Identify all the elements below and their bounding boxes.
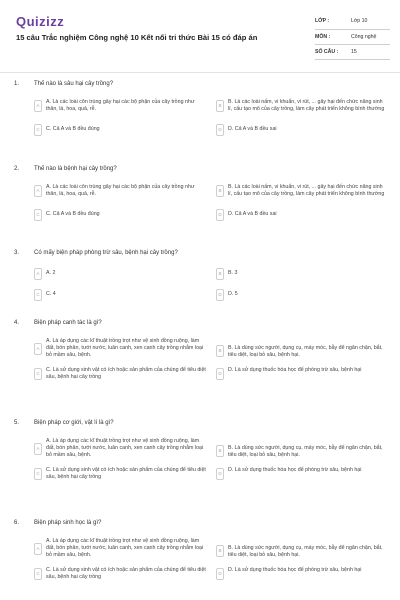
option-c-checkbox[interactable]: C xyxy=(34,368,42,380)
option-a[interactable] xyxy=(34,99,206,113)
option-c-text: C. Là sử dụng sinh vật có ích hoặc sản phẩm của chúng để tiêu diệt sâu, bệnh hại cây trồng xyxy=(46,567,206,580)
option-a-checkbox[interactable]: A xyxy=(34,543,42,555)
option-b[interactable] xyxy=(216,538,388,559)
option-d[interactable] xyxy=(216,467,388,481)
option-d-text: D. Là sử dụng thuốc hóa học để phòng trừ sâu, bệnh hại xyxy=(228,367,362,373)
option-b-text: B. Là dùng sức người, dụng cụ, máy móc, bẫy để ngăn chặn, bắt, tiêu diệt, loại bỏ sâu, bệnh hại. xyxy=(228,345,383,358)
meta-row-subject xyxy=(315,29,390,44)
document-title: 15 câu Trắc nghiệm Công nghệ 10 Kết nối tri thức Bài 15 có đáp án xyxy=(16,33,258,42)
option-c-checkbox[interactable]: C xyxy=(34,568,42,580)
option-d-text: D. Là sử dụng thuốc hóa học để phòng trừ sâu, bệnh hại xyxy=(228,567,362,573)
option-c[interactable] xyxy=(34,208,206,221)
question-text: Thế nào là sâu hại cây trồng? xyxy=(34,81,114,87)
question-number: 3. xyxy=(14,250,20,256)
option-c-checkbox[interactable]: C xyxy=(34,209,42,221)
option-a-text: A. 2 xyxy=(46,270,56,276)
question-number: 5. xyxy=(14,420,20,426)
option-a-text: A. Là các loài côn trùng gây hại các bộ phận của cây trồng như thân, lá, hoa, quả, rễ. xyxy=(46,99,195,112)
subject-value: Công nghệ xyxy=(345,29,390,44)
meta-table xyxy=(315,14,390,60)
option-c[interactable] xyxy=(34,467,206,481)
option-b[interactable] xyxy=(216,99,388,113)
option-a[interactable] xyxy=(34,184,206,198)
option-a-text: A. Là áp dụng các kĩ thuật trồng trọt như vệ sinh đồng ruộng, làm đất, bón phân, tưới nước, luân canh, xen canh cây trồng nhằm loại bỏ mầm sâu, bệnh. xyxy=(46,438,204,458)
question-5 xyxy=(14,420,388,485)
option-d-text: D. Cả A và B đều sai xyxy=(228,211,277,217)
option-d-checkbox[interactable]: D xyxy=(216,289,224,301)
question-text: Biện pháp sinh học là gì? xyxy=(34,520,102,526)
option-b-checkbox[interactable]: B xyxy=(216,185,224,197)
option-a[interactable] xyxy=(34,438,206,459)
option-b-text: B. 3 xyxy=(228,270,238,276)
option-b[interactable] xyxy=(216,184,388,198)
question-number: 4. xyxy=(14,320,20,326)
option-c-text: C. Cả A và B đều đúng xyxy=(46,211,100,217)
option-d-checkbox[interactable]: D xyxy=(216,209,224,221)
option-c-checkbox[interactable]: C xyxy=(34,468,42,480)
option-b[interactable] xyxy=(216,438,388,459)
document-header xyxy=(0,0,400,72)
option-b[interactable] xyxy=(216,267,388,280)
option-a-checkbox[interactable]: A xyxy=(34,343,42,355)
option-b-text: B. Là dùng sức người, dụng cụ, máy móc, bẫy để ngăn chặn, bắt, tiêu diệt, loại bỏ sâu, bệnh hại. xyxy=(228,545,383,558)
option-a-checkbox[interactable]: A xyxy=(34,100,42,112)
question-number: 2. xyxy=(14,166,20,172)
option-d[interactable] xyxy=(216,123,388,136)
option-d[interactable] xyxy=(216,567,388,581)
option-a-checkbox[interactable]: A xyxy=(34,185,42,197)
option-c-checkbox[interactable]: C xyxy=(34,289,42,301)
question-number: 1. xyxy=(14,81,20,87)
question-text: Biện pháp cơ giới, vật lí là gì? xyxy=(34,420,114,426)
option-a-text: A. Là áp dụng các kĩ thuật trồng trọt như vệ sinh đồng ruộng, làm đất, bón phân, tưới nước, luân canh, xen canh cây trồng nhằm loại bỏ mầm sâu, bệnh. xyxy=(46,338,204,358)
option-d-checkbox[interactable]: D xyxy=(216,468,224,480)
meta-row-count xyxy=(315,44,390,59)
class-value: Lớp 10 xyxy=(345,14,390,29)
option-d-text: D. 5 xyxy=(228,291,238,297)
question-text: Biện pháp canh tác là gì? xyxy=(34,320,102,326)
option-d-checkbox[interactable]: D xyxy=(216,124,224,136)
option-b-text: B. Là các loài nấm, vi khuẩn, vi rút, ... gây hại đến chức năng sinh lí, cấu tạo mô của cây trồng, làm cây phát triển không bình thường xyxy=(228,184,385,197)
question-6 xyxy=(14,520,388,585)
header-divider xyxy=(0,72,400,73)
question-4 xyxy=(14,320,388,385)
option-b-text: B. Là các loài nấm, vi khuẩn, vi rút, ... gây hại đến chức năng sinh lí, cấu tạo mô của cây trồng, làm cây phát triển không bình thường xyxy=(228,99,385,112)
option-d[interactable] xyxy=(216,288,388,301)
option-c[interactable] xyxy=(34,567,206,581)
option-c[interactable] xyxy=(34,288,206,301)
option-b-checkbox[interactable]: B xyxy=(216,268,224,280)
count-value: 15 xyxy=(345,44,390,59)
class-label: LỚP : xyxy=(315,14,345,29)
question-3 xyxy=(14,250,388,305)
option-a-text: A. Là áp dụng các kĩ thuật trồng trọt như vệ sinh đồng ruộng, làm đất, bón phân, tưới nước, luân canh, xen canh cây trồng nhằm loại bỏ mầm sâu, bệnh. xyxy=(46,538,204,558)
meta-row-class xyxy=(315,14,390,29)
question-text: Thế nào là bệnh hại cây trồng? xyxy=(34,166,117,172)
option-b-text: B. Là dùng sức người, dụng cụ, máy móc, bẫy để ngăn chặn, bắt, tiêu diệt, loại bỏ sâu, bệnh hại. xyxy=(228,445,383,458)
count-label: SỐ CÂU : xyxy=(315,44,345,59)
option-a-checkbox[interactable]: A xyxy=(34,268,42,280)
option-d-checkbox[interactable]: D xyxy=(216,368,224,380)
option-d-text: D. Là sử dụng thuốc hóa học để phòng trừ sâu, bệnh hại xyxy=(228,467,362,473)
option-c-text: C. Là sử dụng sinh vật có ích hoặc sản phẩm của chúng để tiêu diệt sâu, bệnh hại cây trồng xyxy=(46,467,206,480)
option-d-text: D. Cả A và B đều sai xyxy=(228,126,277,132)
question-number: 6. xyxy=(14,520,20,526)
question-text: Có mấy biện pháp phòng trừ sâu, bệnh hại cây trồng? xyxy=(34,250,178,256)
option-a[interactable] xyxy=(34,538,206,559)
option-b-checkbox[interactable]: B xyxy=(216,100,224,112)
quizizz-logo: Quizizz xyxy=(16,14,65,29)
subject-label: MÔN : xyxy=(315,29,345,44)
option-d-checkbox[interactable]: D xyxy=(216,568,224,580)
option-c-checkbox[interactable]: C xyxy=(34,124,42,136)
option-a-checkbox[interactable]: A xyxy=(34,443,42,455)
option-d[interactable] xyxy=(216,208,388,221)
option-b-checkbox[interactable]: B xyxy=(216,345,224,357)
option-d[interactable] xyxy=(216,367,388,381)
option-b[interactable] xyxy=(216,338,388,359)
option-c-text: C. Là sử dụng sinh vật có ích hoặc sản phẩm của chúng để tiêu diệt sâu, bệnh hại cây trồng xyxy=(46,367,206,380)
option-b-checkbox[interactable]: B xyxy=(216,545,224,557)
option-c[interactable] xyxy=(34,123,206,136)
option-b-checkbox[interactable]: B xyxy=(216,445,224,457)
option-c-text: C. Cả A và B đều đúng xyxy=(46,126,100,132)
option-c-text: C. 4 xyxy=(46,291,56,297)
option-a[interactable] xyxy=(34,267,206,280)
question-1 xyxy=(14,81,388,140)
question-2 xyxy=(14,166,388,225)
option-a-text: A. Là các loài côn trùng gây hại các bộ phận của cây trồng như thân, lá, hoa, quả, rễ. xyxy=(46,184,195,197)
option-c[interactable] xyxy=(34,367,206,381)
option-a[interactable] xyxy=(34,338,206,359)
